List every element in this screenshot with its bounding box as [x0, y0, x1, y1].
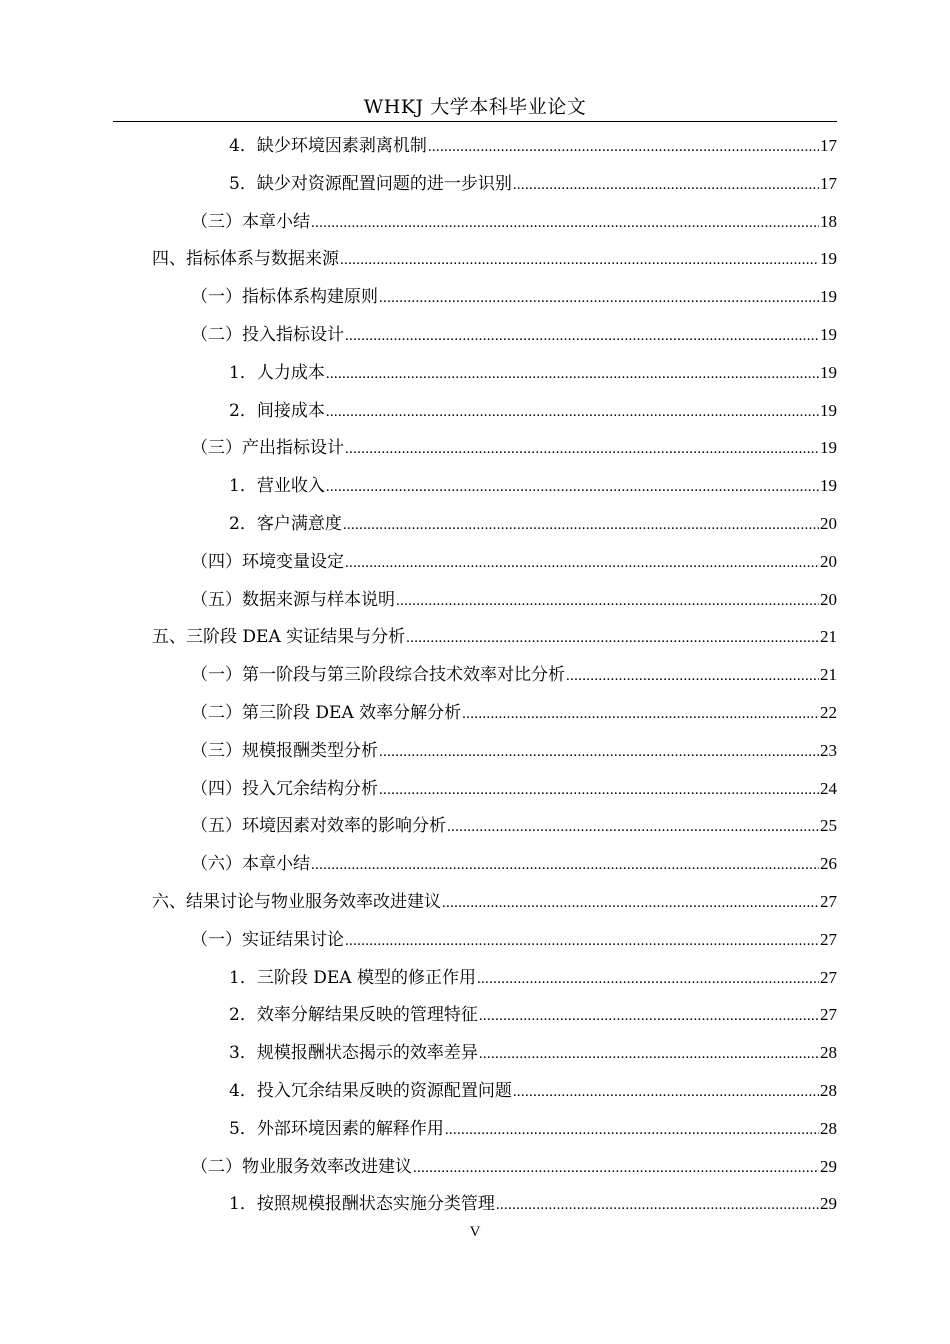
- toc-entry[interactable]: [229, 1076, 837, 1106]
- toc-entry-page: 19: [820, 287, 837, 306]
- toc-entry-page: 19: [820, 476, 837, 495]
- toc-leader-dots: [345, 321, 819, 351]
- toc-entry-page: 19: [820, 438, 837, 457]
- toc-entry[interactable]: [229, 1000, 837, 1030]
- toc-entry-title: （四）环境变量设定: [191, 552, 344, 572]
- toc-entry[interactable]: [229, 471, 837, 501]
- toc-entry[interactable]: [191, 925, 837, 955]
- toc-entry-title: 5．外部环境因素的解释作用: [229, 1119, 444, 1139]
- toc-leader-dots: [311, 850, 819, 880]
- toc-entry[interactable]: [229, 169, 837, 199]
- toc-leader-dots: [396, 586, 819, 616]
- toc-leader-dots: [479, 1001, 819, 1031]
- toc-entry[interactable]: [229, 131, 837, 161]
- toc-entry-title: 1．人力成本: [229, 363, 325, 383]
- toc-entry-page: 28: [820, 1081, 837, 1100]
- toc-leader-dots: [513, 170, 819, 200]
- toc-entry-title: （一）实证结果讨论: [191, 930, 344, 950]
- toc-leader-dots: [442, 888, 819, 918]
- toc-entry-page: 25: [820, 816, 837, 835]
- toc-entry-page: 28: [820, 1043, 837, 1062]
- toc-leader-dots: [326, 397, 819, 427]
- toc-leader-dots: [326, 359, 819, 389]
- toc-entry[interactable]: [191, 1152, 837, 1182]
- toc-leader-dots: [413, 1153, 819, 1183]
- toc-leader-dots: [428, 132, 819, 162]
- toc-leader-dots: [379, 283, 819, 313]
- toc-entry-title: 六、结果讨论与物业服务效率改进建议: [152, 892, 441, 912]
- toc-entry-page: 29: [820, 1194, 837, 1213]
- toc-entry-page: 19: [820, 401, 837, 420]
- header-rule: [113, 121, 837, 122]
- toc-entry[interactable]: [229, 1114, 837, 1144]
- toc-entry[interactable]: [229, 1038, 837, 1068]
- toc-entry[interactable]: [191, 547, 837, 577]
- toc-entry-title: 5．缺少对资源配置问题的进一步识别: [229, 174, 512, 194]
- toc-entry[interactable]: [229, 396, 837, 426]
- toc-entry-page: 28: [820, 1119, 837, 1138]
- toc-entry[interactable]: [152, 622, 837, 652]
- toc-entry[interactable]: [229, 1189, 837, 1219]
- toc-leader-dots: [445, 1115, 819, 1145]
- toc-entry[interactable]: [191, 736, 837, 766]
- toc-entry[interactable]: [229, 963, 837, 993]
- toc-entry[interactable]: [191, 433, 837, 463]
- toc-entry[interactable]: [191, 774, 837, 804]
- toc-entry-page: 29: [820, 1157, 837, 1176]
- toc-entry-title: 2．客户满意度: [229, 514, 342, 534]
- toc-entry[interactable]: [191, 585, 837, 615]
- toc-leader-dots: [311, 208, 819, 238]
- toc-entry[interactable]: [191, 207, 837, 237]
- toc-entry-title: 五、三阶段 DEA 实证结果与分析: [152, 627, 406, 647]
- toc-entry-page: 20: [820, 514, 837, 533]
- toc-leader-dots: [477, 964, 819, 994]
- toc-entry-title: （五）数据来源与样本说明: [191, 590, 395, 610]
- toc-entry-page: 27: [820, 968, 837, 987]
- toc-leader-dots: [566, 661, 819, 691]
- toc-entry-title: 1．营业收入: [229, 476, 325, 496]
- toc-entry-page: 17: [820, 136, 837, 155]
- toc-entry[interactable]: [191, 320, 837, 350]
- toc-entry-title: 四、指标体系与数据来源: [152, 249, 339, 269]
- toc-leader-dots: [447, 812, 819, 842]
- toc-entry[interactable]: [152, 887, 837, 917]
- toc-entry-title: （一）指标体系构建原则: [191, 287, 378, 307]
- toc-entry[interactable]: [191, 811, 837, 841]
- toc-entry[interactable]: [191, 660, 837, 690]
- toc-leader-dots: [406, 623, 819, 653]
- toc-entry-title: 3．规模报酬状态揭示的效率差异: [229, 1043, 478, 1063]
- toc-leader-dots: [326, 472, 819, 502]
- toc-entry-page: 20: [820, 552, 837, 571]
- toc-entry-title: （五）环境因素对效率的影响分析: [191, 816, 446, 836]
- toc-entry-title: （三）规模报酬类型分析: [191, 741, 378, 761]
- toc-entry-page: 22: [820, 703, 837, 722]
- toc-entry-page: 20: [820, 590, 837, 609]
- toc-leader-dots: [345, 926, 819, 956]
- toc-leader-dots: [379, 775, 819, 805]
- page-number: V: [469, 1224, 481, 1240]
- toc-entry-title: （四）投入冗余结构分析: [191, 779, 378, 799]
- toc-entry-title: （二）物业服务效率改进建议: [191, 1157, 412, 1177]
- toc-leader-dots: [345, 548, 819, 578]
- toc-entry-title: （二）第三阶段 DEA 效率分解分析: [191, 703, 462, 723]
- toc-entry[interactable]: [229, 509, 837, 539]
- toc-entry-page: 27: [820, 930, 837, 949]
- toc-entry-title: 2．间接成本: [229, 401, 325, 421]
- toc-entry-page: 19: [820, 325, 837, 344]
- toc-entry-page: 27: [820, 1005, 837, 1024]
- toc-entry-title: 2．效率分解结果反映的管理特征: [229, 1005, 478, 1025]
- toc-entry-page: 21: [820, 665, 837, 684]
- toc-entry[interactable]: [229, 358, 837, 388]
- toc-entry-page: 23: [820, 741, 837, 760]
- toc-leader-dots: [379, 737, 819, 767]
- toc-entry-page: 24: [820, 779, 837, 798]
- page-header: WHKJ 大学本科毕业论文: [363, 96, 587, 118]
- toc-entry-page: 17: [820, 174, 837, 193]
- toc-entry-page: 21: [820, 627, 837, 646]
- toc-entry-page: 26: [820, 854, 837, 873]
- toc-entry-title: 4．缺少环境因素剥离机制: [229, 136, 427, 156]
- toc-entry-title: 1．三阶段 DEA 模型的修正作用: [229, 968, 476, 988]
- toc-entry[interactable]: [191, 282, 837, 312]
- toc-entry-title: （三）产出指标设计: [191, 438, 344, 458]
- toc-entry[interactable]: [191, 698, 837, 728]
- toc-entry-title: （六）本章小结: [191, 854, 310, 874]
- toc-entry-page: 19: [820, 363, 837, 382]
- toc-entry-page: 19: [820, 249, 837, 268]
- toc-leader-dots: [496, 1190, 819, 1220]
- toc-entry-title: 4．投入冗余结果反映的资源配置问题: [229, 1081, 512, 1101]
- toc-entry-title: （二）投入指标设计: [191, 325, 344, 345]
- toc-leader-dots: [343, 510, 819, 540]
- toc-entry[interactable]: [191, 849, 837, 879]
- toc-leader-dots: [513, 1077, 819, 1107]
- toc-leader-dots: [340, 245, 819, 275]
- toc-leader-dots: [345, 434, 819, 464]
- toc-leader-dots: [479, 1039, 819, 1069]
- toc-entry-title: （三）本章小结: [191, 212, 310, 232]
- toc-entry-page: 18: [820, 212, 837, 231]
- toc-entry-title: （一）第一阶段与第三阶段综合技术效率对比分析: [191, 665, 565, 685]
- toc-entry-page: 27: [820, 892, 837, 911]
- toc-entry[interactable]: [152, 244, 837, 274]
- toc-entry-title: 1．按照规模报酬状态实施分类管理: [229, 1194, 495, 1214]
- toc-leader-dots: [462, 699, 819, 729]
